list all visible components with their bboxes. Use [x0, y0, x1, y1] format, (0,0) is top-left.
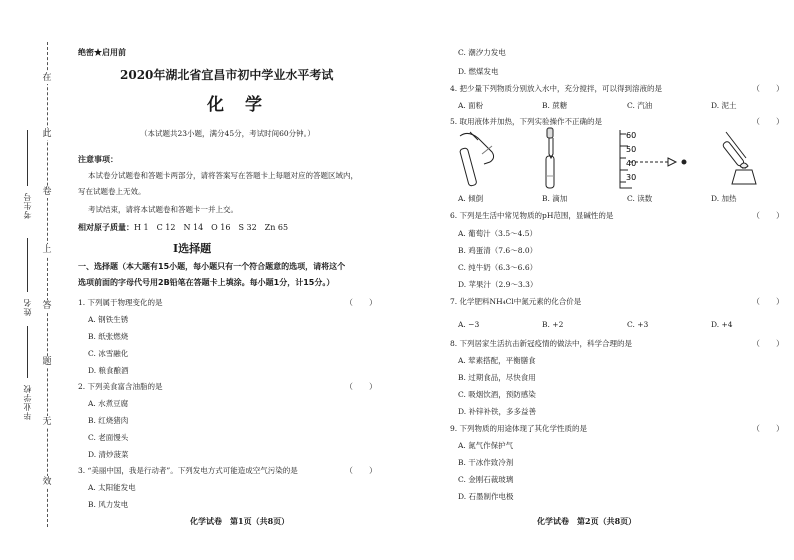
pouring-illustration	[459, 132, 493, 186]
lab-operations-figure	[450, 126, 770, 191]
binding-char: 上	[42, 245, 52, 255]
name-line	[27, 238, 28, 292]
question-4-option: D. 泥土	[711, 101, 737, 110]
question-4-option: C. 汽油	[627, 101, 653, 110]
name-label: 姓名	[23, 298, 32, 316]
exam-info: （本试题共23小题，满分45分，考试时间60分钟。）	[140, 129, 315, 138]
binding-char: 题	[42, 357, 52, 367]
school-label: 毕业学校	[23, 384, 32, 420]
question-5-option: A. 倾倒	[458, 194, 484, 203]
question-5-option: B. 滴加	[542, 194, 568, 203]
question-8-option: D. 补锌补铁，多多益善	[458, 407, 537, 416]
dropper-illustration	[546, 128, 554, 188]
answer-bracket: （ ）	[345, 298, 377, 307]
notice-line: 写在试题卷上无效。	[78, 187, 146, 196]
question-5-option: D. 加热	[711, 194, 737, 203]
question-6-option: A. 葡萄汁（3.5～4.5）	[458, 229, 538, 238]
atomic-mass-values: H 1 C 12 N 14 O 16 S 32 Zn 65	[134, 223, 289, 232]
question-1-option: A. 钢铁生锈	[88, 315, 129, 324]
answer-bracket: （ ）	[752, 339, 784, 348]
student-id-line	[27, 130, 28, 186]
notice-line: 本试卷分试题卷和答题卡两部分，请将答案写在答题卡上每题对应的答题区域内，	[88, 171, 358, 180]
binding-char: 在	[42, 73, 52, 83]
part-one-instruction: 一、选择题（本大题有15小题，每小题只有一个符合题意的选项，请将这个	[78, 262, 346, 271]
binding-char: 效	[42, 477, 52, 487]
question-3-option: B. 风力发电	[88, 500, 129, 509]
question-5-option: C. 读数	[627, 194, 653, 203]
question-9-option: C. 金刚石裁玻璃	[458, 475, 514, 484]
answer-bracket: （ ）	[345, 466, 377, 475]
binding-char: 答	[42, 301, 52, 311]
question-7-option: D. +4	[711, 320, 733, 329]
question-3-option: C. 潮汐力发电	[458, 48, 506, 57]
question-4-stem: 4. 把少量下列物质分别放入水中，充分搅拌，可以得到溶液的是	[450, 84, 663, 93]
section-title: Ⅰ选择题	[173, 242, 212, 255]
subject-title: 化 学	[207, 95, 264, 115]
question-1-option: D. 粮食酿酒	[88, 366, 129, 375]
notice-line: 考试结束，请将本试题卷和答题卡一并上交。	[88, 205, 238, 214]
scale-mark: 60	[626, 131, 637, 140]
question-3-option: A. 太阳能发电	[88, 483, 136, 492]
question-3-stem: 3. “美丽中国，我是行动者”。下列发电方式可能造成空气污染的是	[78, 466, 298, 475]
notice-title: 注意事项：	[78, 154, 118, 164]
question-1-stem: 1. 下列属于物理变化的是	[78, 298, 163, 307]
scale-mark: 40	[626, 159, 637, 168]
question-7-option: B. +2	[542, 320, 564, 329]
question-2-option: C. 老面馒头	[88, 433, 129, 442]
answer-bracket: （ ）	[752, 211, 784, 220]
heating-illustration	[722, 132, 756, 184]
student-id-label: 考生号	[23, 192, 32, 219]
atomic-mass-line	[78, 222, 288, 233]
binding-char: 卷	[42, 187, 52, 197]
question-2-option: D. 清炒菠菜	[88, 450, 129, 459]
question-7-stem: 7. 化学肥料NH₄Cl中氮元素的化合价是	[450, 297, 582, 306]
answer-bracket: （ ）	[345, 382, 377, 391]
binding-dashed-line	[47, 42, 48, 527]
scale-mark: 50	[626, 145, 637, 154]
question-7-option: A. −3	[458, 320, 480, 329]
question-6-option: C. 纯牛奶（6.3～6.6）	[458, 263, 538, 272]
question-2-option: A. 水煮豆腐	[88, 399, 129, 408]
answer-bracket: （ ）	[752, 297, 784, 306]
question-1-option: B. 纸张燃烧	[88, 332, 129, 341]
answer-bracket: （ ）	[752, 424, 784, 433]
page-footer: 化学试卷 第2页（共8页）	[537, 516, 637, 526]
question-5-stem: 5. 取用液体并加热，下列实验操作不正确的是	[450, 117, 603, 126]
question-9-stem: 9. 下列物质的用途体现了其化学性质的是	[450, 424, 588, 433]
question-9-option: B. 干冰作致冷剂	[458, 458, 514, 467]
page-footer: 化学试卷 第1页（共8页）	[190, 516, 290, 526]
question-8-stem: 8. 下列居家生活抗击新冠疫情的做法中，科学合理的是	[450, 339, 633, 348]
question-9-option: D. 石墨制作电极	[458, 492, 514, 501]
question-6-stem: 6. 下列是生活中常见物质的pH范围，显碱性的是	[450, 211, 614, 220]
question-6-option: D. 苹果汁（2.9～3.3）	[458, 280, 538, 289]
right-page	[400, 0, 794, 560]
answer-bracket: （ ）	[752, 117, 784, 126]
question-4-option: A. 面粉	[458, 101, 484, 110]
question-1-option: C. 冰雪融化	[88, 349, 129, 358]
exam-title: 2020年湖北省宜昌市初中学业水平考试	[120, 68, 334, 82]
question-9-option: A. 氮气作保护气	[458, 441, 514, 450]
question-6-option: B. 鸡蛋清（7.6～8.0）	[458, 246, 538, 255]
answer-bracket: （ ）	[752, 84, 784, 93]
question-8-option: C. 吸烟饮酒，预防感染	[458, 390, 536, 399]
question-3-option: D. 燃煤发电	[458, 67, 499, 76]
part-one-instruction: 选项前面的字母代号用2B铅笔在答题卡上填涂。每小题1分，计15分。）	[78, 278, 335, 287]
binding-char: 此	[42, 129, 52, 139]
question-2-stem: 2. 下列美食富含油脂的是	[78, 382, 163, 391]
scale-mark: 30	[626, 173, 637, 182]
school-line	[27, 326, 28, 378]
question-8-option: B. 过期食品，尽快食用	[458, 373, 536, 382]
question-7-option: C. +3	[627, 320, 649, 329]
atomic-mass-label: 相对原子质量：	[78, 222, 134, 232]
secret-mark: 绝密★启用前	[78, 47, 126, 57]
question-8-option: A. 荤素搭配，平衡膳食	[458, 356, 536, 365]
binding-char: 无	[42, 417, 52, 427]
question-2-option: B. 红烧猪肉	[88, 416, 129, 425]
question-4-option: B. 蔗糖	[542, 101, 568, 110]
